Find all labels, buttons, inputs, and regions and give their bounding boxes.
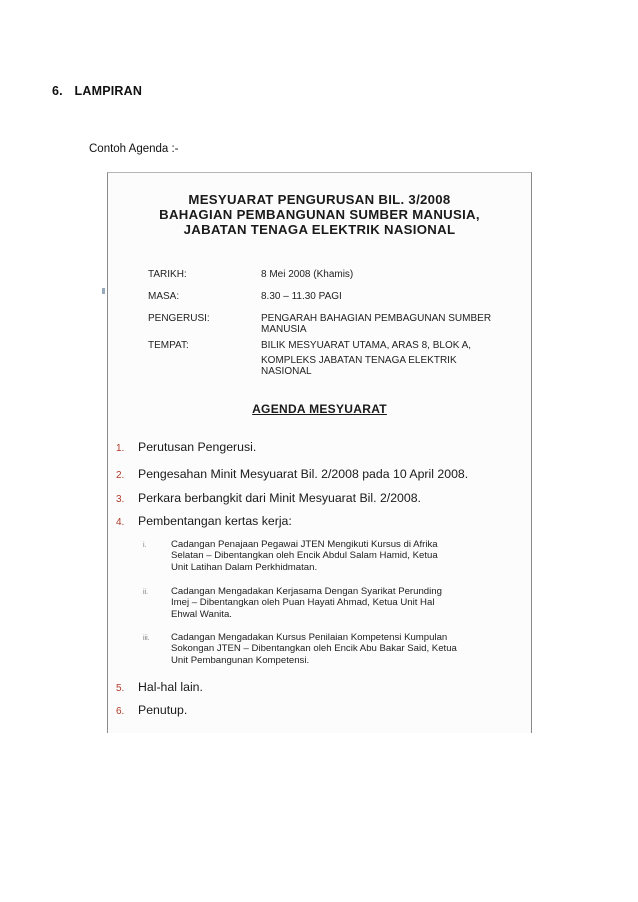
agenda-title: AGENDA MESYUARAT [252,402,387,416]
agenda-item-number: 2. [116,470,125,481]
field-label-tarikh: TARIKH: [148,269,187,280]
subitem-line: Ehwal Wanita. [171,608,232,620]
subitem-line: Cadangan Mengadakan Kursus Penilaian Kompetensi Kumpulan [171,632,448,643]
agenda-item-number: 5. [116,683,125,694]
section-number: 6. [52,84,63,98]
subitem-line: Sokongan JTEN – Dibentangkan oleh Encik Abu Bakar Said, Ketua [171,643,457,655]
agenda-item-text: Penutup. [138,703,188,717]
agenda-item-number: 6. [116,706,125,717]
agenda-item [116,491,421,507]
scan-artifact [102,288,105,294]
field-value-masa: 8.30 – 11.30 PAGI [261,291,342,302]
agenda-item-number: 1. [116,443,125,454]
field-value-pengerusi: PENGARAH BAHAGIAN PEMBAGUNAN SUMBER [261,313,492,324]
doc-title-line-3: JABATAN TENAGA ELEKTRIK NASIONAL [183,222,456,237]
field-label-masa: MASA: [148,291,180,302]
field-value-tempat: BILIK MESYUARAT UTAMA, ARAS 8, BLOK A, [261,340,472,351]
agenda-item-text: Hal-hal lain. [138,680,203,694]
agenda-item [116,703,187,719]
subitem-line: Unit Latihan Dalam Perkhidmatan. [171,561,318,573]
agenda-item-number: 4. [116,517,125,528]
field-value-pengerusi-cont: MANUSIA [261,324,307,335]
agenda-item-text: Perutusan Pengerusi. [138,440,257,454]
agenda-item-text: Pembentangan kertas kerja: [138,514,292,528]
agenda-item [116,467,468,483]
section-title: LAMPIRAN [74,84,143,98]
field-label-tempat: TEMPAT: [148,340,189,351]
subitem-line: Unit Pembangunan Kompetensi. [171,654,310,666]
field-value-tempat-cont-2: NASIONAL [261,366,312,377]
field-value-tarikh: 8 Mei 2008 (Khamis) [261,269,354,280]
agenda-item-number: 3. [116,494,125,505]
agenda-item-text: Pengesahan Minit Mesyuarat Bil. 2/2008 pada 10 April 2008. [138,467,469,481]
subitem-line: Imej – Dibentangkan oleh Puan Hayati Ahmad, Ketua Unit Hal [171,597,435,609]
agenda-document-image [107,172,532,733]
intro-text: Contoh Agenda :- [89,143,179,155]
subitem-number: ii. [143,589,149,596]
agenda-item-text: Perkara berbangkit dari Minit Mesyuarat Bil. 2/2008. [138,491,421,505]
section-heading [52,84,142,98]
agenda-item [116,514,292,530]
subitem-line: Selatan – Dibentangkan oleh Encik Abdul Salam Hamid, Ketua [171,550,438,562]
field-label-pengerusi: PENGERUSI: [148,313,210,324]
field-value-tempat-cont: KOMPLEKS JABATAN TENAGA ELEKTRIK [261,355,457,366]
agenda-item [116,440,256,456]
doc-title-line-2: BAHAGIAN PEMBANGUNAN SUMBER MANUSIA, [159,207,480,222]
subitem-line: Cadangan Mengadakan Kerjasama Dengan Syarikat Perunding [171,586,442,597]
subitem-number: iii. [143,635,150,642]
subitem-number: i. [143,542,147,549]
subitem-line: Cadangan Penajaan Pegawai JTEN Mengikuti Kursus di Afrika [171,539,438,550]
agenda-item [116,680,203,696]
doc-title-line-1: MESYUARAT PENGURUSAN BIL. 3/2008 [188,192,451,207]
